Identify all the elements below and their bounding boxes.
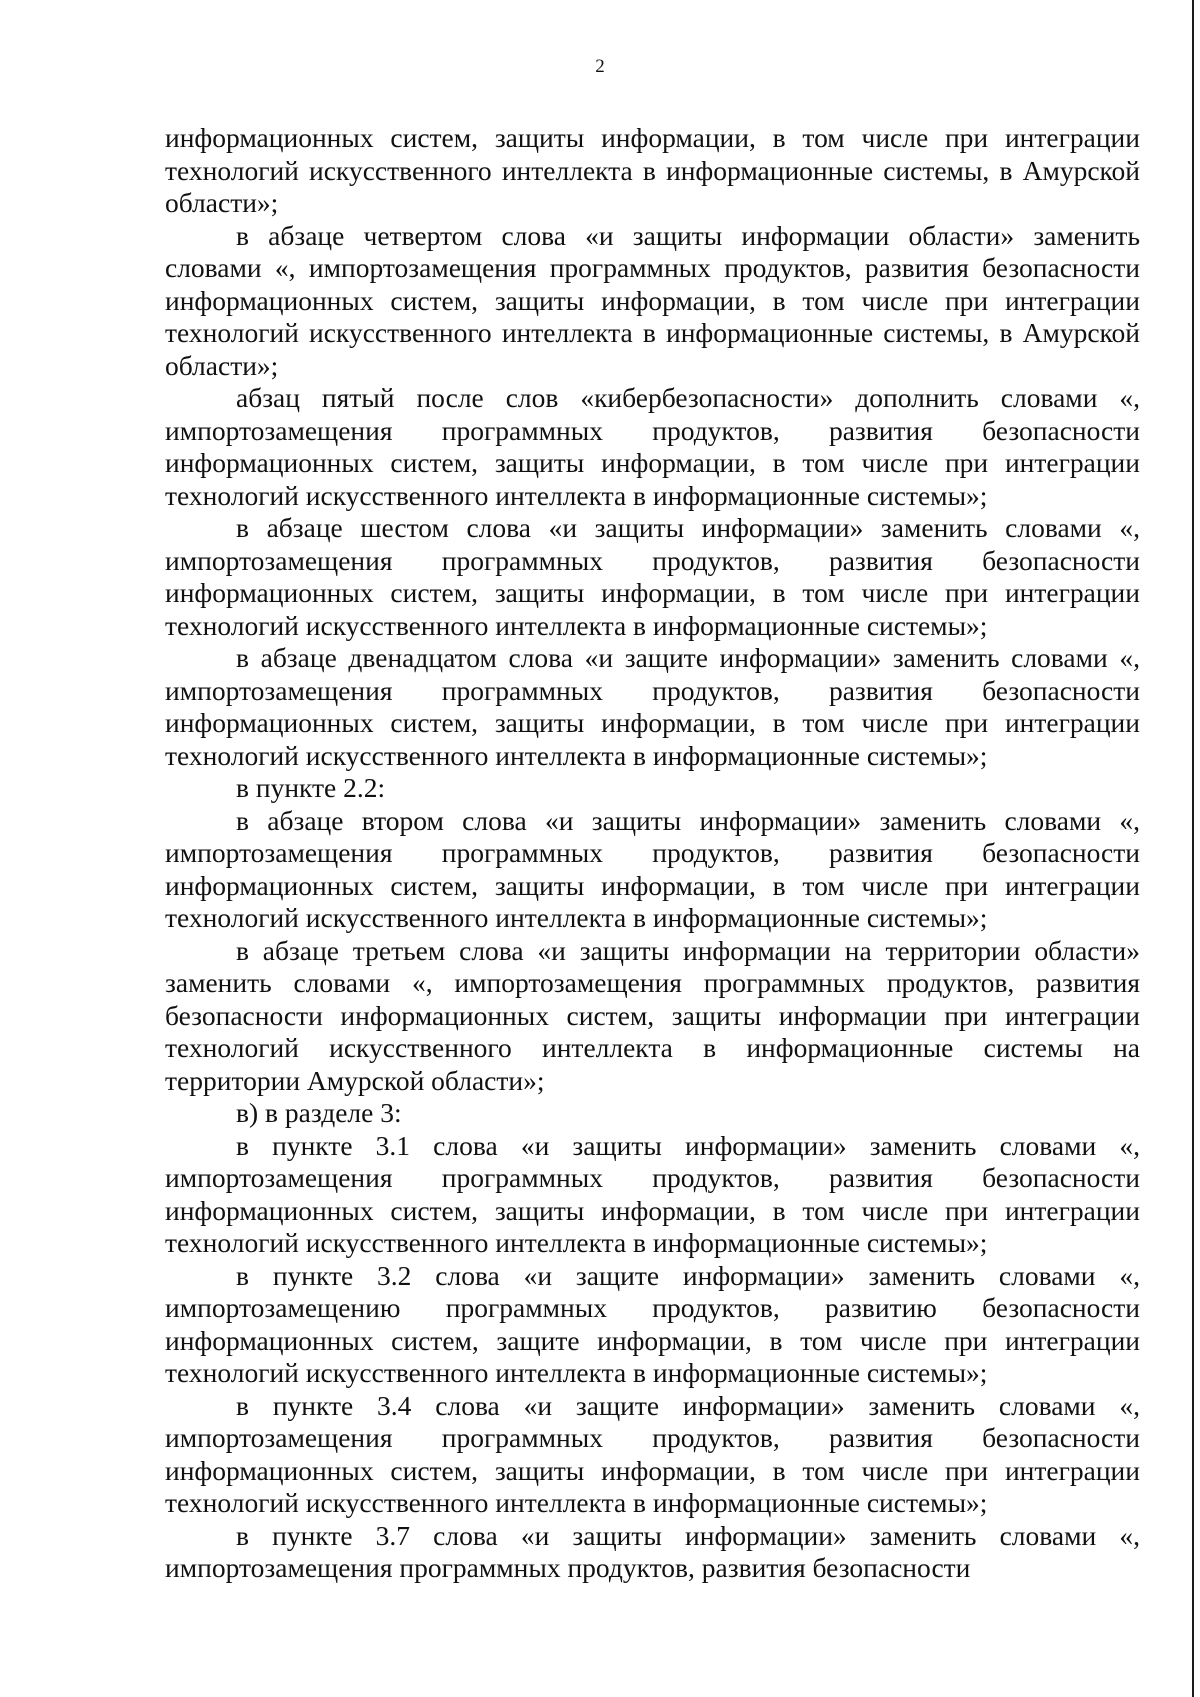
- paragraph-amendment-2-2-paragraph-2: в абзаце втором слова «и защиты информации» заменить словами «, импортозамещения программных продуктов, развития безопасности информационных систем, защиты информации, в том числе при интеграции технологий искусственного интеллекта в информационные системы»;: [165, 804, 1140, 933]
- paragraph-amendment-paragraph-6: в абзаце шестом слова «и защиты информации» заменить словами «, импортозамещения программных продуктов, развития безопасности информационных систем, защиты информации, в том числе при интеграции технологий искусственного интеллекта в информационные системы»;: [165, 512, 1140, 641]
- scan-edge-line: [1192, 0, 1194, 1697]
- paragraph-clause-2-2-heading: в пункте 2.2:: [236, 772, 386, 803]
- paragraph-amendment-3-4: в пункте 3.4 слова «и защите информации» заменить словами «, импортозамещения программных продуктов, развития безопасности информационных систем, защиты информации, в том числе при интеграции технологий искусственного интеллекта в информационные системы»;: [165, 1389, 1140, 1518]
- paragraph-amendment-paragraph-12: в абзаце двенадцатом слова «и защите информации» заменить словами «, импортозамещения программных продуктов, развития безопасности информационных систем, защиты информации, в том числе при интеграции технологий искусственного интеллекта в информационные системы»;: [165, 642, 1140, 771]
- paragraph-amendment-paragraph-4: в абзаце четвертом слова «и защиты информации области» заменить словами «, импортозамещения программных продуктов, развития безопасности информационных систем, защиты информации, в том числе при интеграции технологий искусственного интеллекта в информационные системы, в Амурской области»;: [165, 219, 1140, 381]
- paragraph-amendment-2-2-paragraph-3: в абзаце третьем слова «и защиты информации на территории области» заменить словами «, импортозамещения программных продуктов, развития безопасности информационных систем, защиты информации при интеграции технологий искусственного интеллекта в информационные системы на территории Амурской области»;: [165, 934, 1140, 1096]
- document-body: [165, 122, 1140, 1585]
- paragraph-amendment-paragraph-5: абзац пятый после слов «кибербезопасности» дополнить словами «, импортозамещения программных продуктов, развития безопасности информационных систем, защиты информации, в том числе при интеграции технологий искусственного интеллекта в информационные системы»;: [165, 382, 1140, 511]
- paragraph-section-3-heading: в) в разделе 3:: [236, 1097, 402, 1128]
- paragraph-amendment-3-2: в пункте 3.2 слова «и защите информации» заменить словами «, импортозамещению программных продуктов, развитию безопасности информационных систем, защите информации, в том числе при интеграции технологий искусственного интеллекта в информационные системы»;: [165, 1259, 1140, 1388]
- paragraph-continuation: информационных систем, защиты информации, в том числе при интеграции технологий искусственного интеллекта в информационные системы, в Амурской области»;: [165, 122, 1140, 218]
- paragraph-amendment-3-7: в пункте 3.7 слова «и защиты информации» заменить словами «, импортозамещения программных продуктов, развития безопасности: [165, 1519, 1140, 1583]
- paragraph-amendment-3-1: в пункте 3.1 слова «и защиты информации» заменить словами «, импортозамещения программных продуктов, развития безопасности информационных систем, защиты информации, в том числе при интеграции технологий искусственного интеллекта в информационные системы»;: [165, 1129, 1140, 1258]
- page-number: 2: [595, 56, 605, 77]
